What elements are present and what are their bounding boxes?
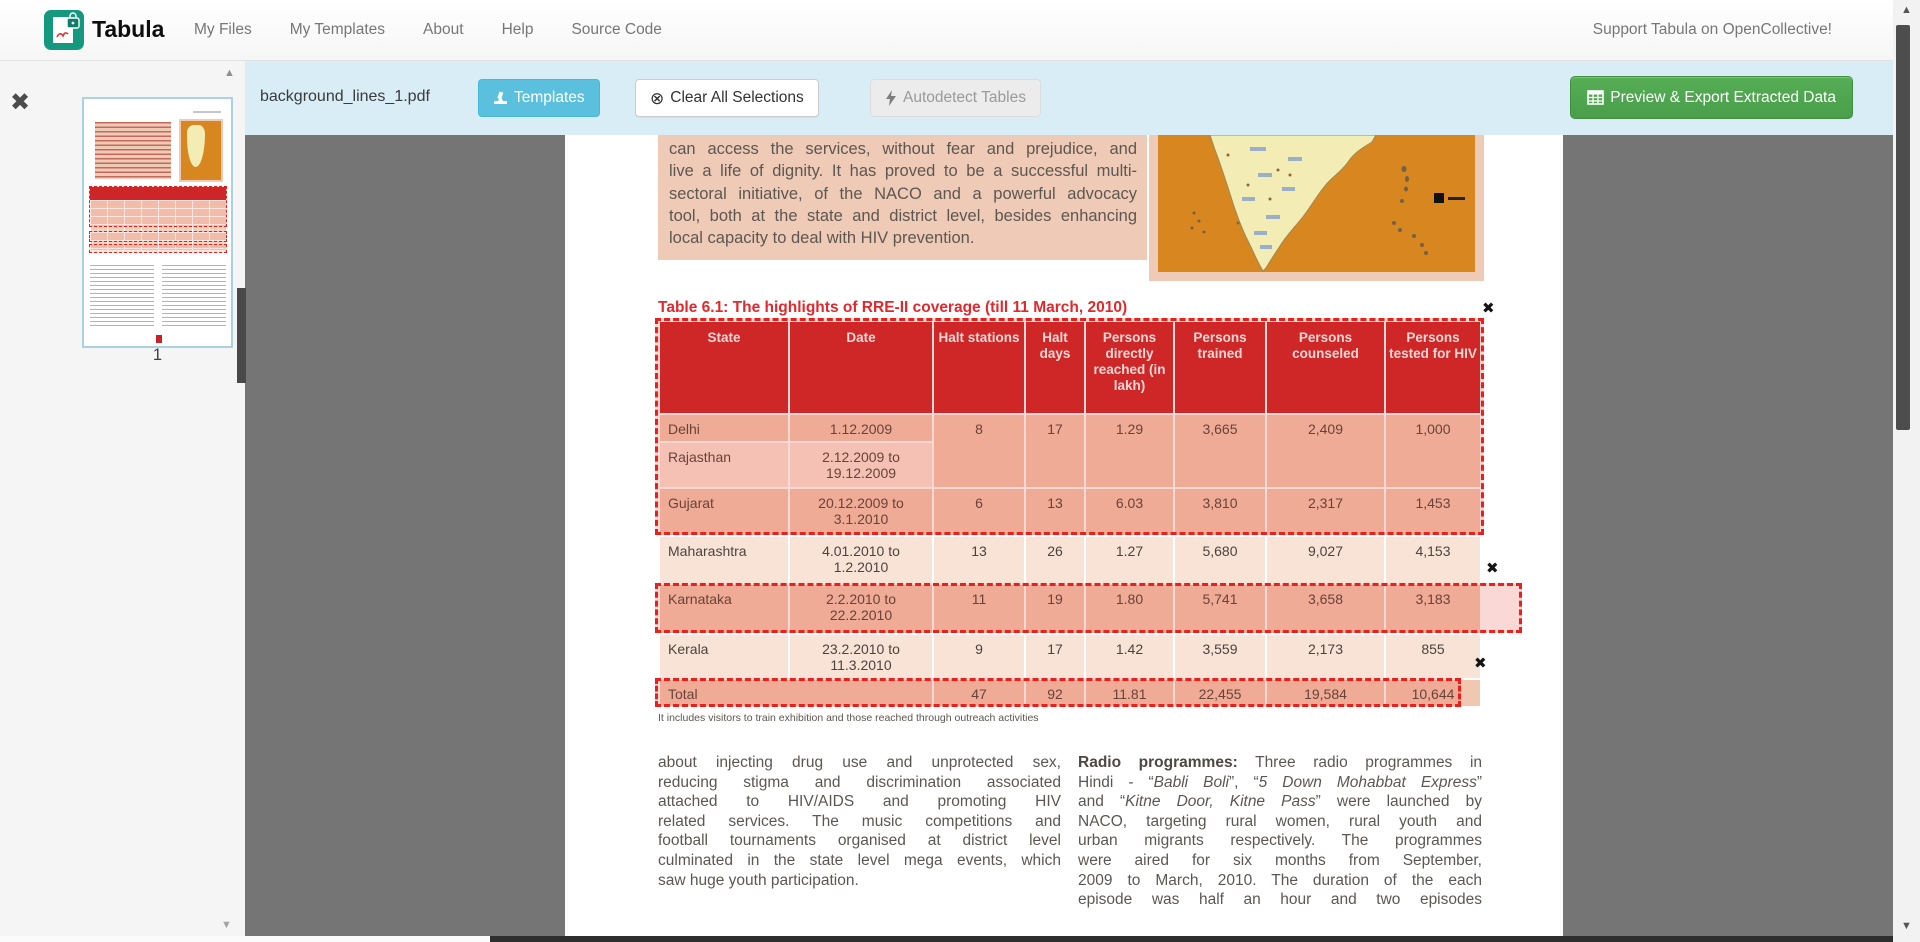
- text-segment: Hindi - “: [1078, 773, 1154, 791]
- column-header: Halt days: [1025, 321, 1085, 414]
- horizontal-scrollbar[interactable]: [0, 936, 1920, 942]
- close-page-icon[interactable]: ✖: [10, 89, 31, 116]
- cell: 1.12.2009: [789, 414, 933, 442]
- text-segment: Three radio programmes in: [1237, 754, 1483, 771]
- cell: Delhi: [659, 414, 789, 442]
- table-icon: [1587, 90, 1604, 105]
- intro-line: tool, both at the state and district level, besides enhancing: [669, 206, 1137, 225]
- column-header: Persons trained: [1174, 321, 1266, 414]
- cell: 11.81: [1085, 679, 1174, 707]
- nav-item-my-templates[interactable]: My Templates: [289, 21, 386, 38]
- thumb-selection-2: [89, 231, 227, 242]
- thumb-selection-3: [89, 244, 227, 253]
- tabula-logo-icon: [44, 10, 84, 50]
- remove-selection-3-icon[interactable]: ✖: [1474, 655, 1487, 672]
- selection-box-3[interactable]: [655, 678, 1461, 707]
- page-thumbnail[interactable]: [82, 97, 233, 348]
- text-line: culminated in the state level mega events, which: [658, 851, 1061, 869]
- nav-menu: [194, 0, 662, 60]
- navbar: [0, 0, 1920, 61]
- intro-line: can access the services, without fear and prejudice, and: [669, 140, 1137, 158]
- text-segment: Babli Boli: [1153, 773, 1229, 791]
- cell: 6: [933, 488, 1025, 536]
- templates-label: Templates: [514, 89, 585, 106]
- cell: 1.27: [1085, 536, 1174, 584]
- cell: 13: [933, 536, 1025, 584]
- cell: 8: [933, 414, 1025, 488]
- brand-title: Tabula: [92, 16, 165, 42]
- text-line: NACO, targeting rural women, rural youth and: [1078, 812, 1482, 830]
- column-header: Persons tested for HIV: [1385, 321, 1481, 414]
- clear-all-selections-button[interactable]: [635, 79, 819, 117]
- column-header: State: [659, 321, 789, 414]
- cell: 2,409: [1266, 414, 1385, 488]
- text-line: [1078, 773, 1482, 793]
- cell: Rajasthan: [659, 442, 789, 488]
- radio-programmes-lead: Radio programmes:: [1078, 754, 1238, 771]
- selection-box-1[interactable]: [655, 318, 1484, 535]
- thumb-figure: [92, 119, 223, 182]
- cell: 855: [1385, 634, 1481, 679]
- table-row: [659, 536, 1481, 584]
- nav-item-about[interactable]: About: [423, 21, 464, 38]
- text-segment: 5 Down Mohabbat Express: [1258, 773, 1477, 791]
- templates-button[interactable]: [478, 79, 600, 117]
- templates-icon: [493, 91, 508, 106]
- cell: 3,183: [1385, 584, 1481, 634]
- cell: 3,810: [1174, 488, 1266, 536]
- cell: 17: [1025, 414, 1085, 488]
- intro-line: sectoral initiative, of the NACO and a powerful advocacy: [669, 184, 1137, 203]
- vertical-scrollbar[interactable]: [1893, 0, 1920, 942]
- cell: 17: [1025, 634, 1085, 679]
- text-line: about injecting drug use and unprotected sex,: [658, 754, 1061, 771]
- selection-box-2[interactable]: [655, 583, 1522, 633]
- text-line: attached to HIV/AIDS and promoting HIV: [658, 793, 1061, 811]
- intro-line: live a life of dignity. It has proved to be a successful multi-: [669, 162, 1137, 181]
- cell: Kerala: [659, 634, 789, 679]
- cell: 1,453: [1385, 488, 1481, 536]
- cell: 20.12.2009 to 3.1.2010: [789, 488, 933, 536]
- cell: 26: [1025, 536, 1085, 584]
- cell: 2,317: [1266, 488, 1385, 536]
- cell: Karnataka: [659, 584, 789, 634]
- cell: 1.42: [1085, 634, 1174, 679]
- preview-export-label: Preview & Export Extracted Data: [1610, 88, 1836, 106]
- toolbar: [245, 61, 1893, 135]
- remove-selection-1-icon[interactable]: ✖: [1482, 300, 1495, 317]
- cell: 2,173: [1266, 634, 1385, 679]
- cell: 6.03: [1085, 488, 1174, 536]
- cell: 5,680: [1174, 536, 1266, 584]
- scroll-up-icon[interactable]: ▲: [1901, 4, 1912, 16]
- thumb-page-marker: [156, 335, 162, 343]
- cell: 3,665: [1174, 414, 1266, 488]
- thumbnail-sidebar: [0, 61, 245, 942]
- cell: Maharashtra: [659, 536, 789, 584]
- text-line: saw huge youth participation.: [658, 871, 859, 889]
- text-line: reducing stigma and discrimination associated: [658, 773, 1061, 791]
- text-segment: ”, “: [1228, 773, 1259, 791]
- cell: 4.01.2010 to 1.2.2010: [789, 536, 933, 584]
- intro-paragraph: [658, 135, 1147, 260]
- column-header: Persons directly reached (in lakh): [1085, 321, 1174, 414]
- left-text-column: [658, 753, 1061, 890]
- india-map: [1158, 135, 1475, 272]
- sidebar-scroll-up-icon[interactable]: ▲: [224, 67, 235, 79]
- text-line: football tournaments organised at district level: [658, 832, 1061, 850]
- table-row: [659, 634, 1481, 679]
- text-line: were aired for six months from September,: [1078, 851, 1482, 869]
- support-link[interactable]: Support Tabula on OpenCollective!: [1592, 21, 1832, 38]
- map-legend-swatch: [1434, 193, 1444, 203]
- india-map-figure: [1149, 135, 1484, 281]
- cell: 2.2.2010 to 22.2.2010: [789, 584, 933, 634]
- cell: 9: [933, 634, 1025, 679]
- text-segment: Kitne Door, Kitne Pass: [1125, 793, 1316, 811]
- table-footnote: It includes visitors to train exhibition and those reached through outreach activities: [658, 712, 1039, 724]
- thumb-text-columns: [90, 265, 226, 327]
- column-header: Halt stations: [933, 321, 1025, 414]
- cell: 1,000: [1385, 414, 1481, 488]
- cell: 22,455: [1174, 679, 1266, 707]
- text-segment: ”: [1476, 773, 1482, 791]
- preview-export-button[interactable]: [1570, 76, 1853, 119]
- text-line: urban migrants respectively. The programmes: [1078, 832, 1482, 850]
- text-line: related services. The music competitions and: [658, 812, 1061, 830]
- pdf-viewport: [245, 135, 1893, 936]
- thumb-header-line: [193, 111, 221, 113]
- sidebar-scrollbar-thumb[interactable]: [237, 288, 246, 383]
- nav-item-my-files[interactable]: My Files: [194, 21, 252, 38]
- cell: 1.29: [1085, 414, 1174, 488]
- sidebar-scroll-down-icon[interactable]: ▼: [221, 919, 232, 931]
- cell: 23.2.2010 to 11.3.2010: [789, 634, 933, 679]
- cell: 47: [933, 679, 1025, 707]
- table-title: Table 6.1: The highlights of RRE-II coverage (till 11 March, 2010): [658, 299, 1128, 316]
- text-line: [1078, 792, 1482, 812]
- scroll-down-icon[interactable]: ▼: [1901, 920, 1912, 932]
- cell: 3,559: [1174, 634, 1266, 679]
- nav-item-source-code[interactable]: Source Code: [571, 21, 662, 38]
- cell: 1.80: [1085, 584, 1174, 634]
- text-line: [1078, 753, 1482, 773]
- text-segment: ” were launched by: [1315, 793, 1482, 811]
- cell: 9,027: [1266, 536, 1385, 584]
- column-header: Persons counseled: [1266, 321, 1385, 414]
- cell: 4,153: [1385, 536, 1481, 584]
- cell: Gujarat: [659, 488, 789, 536]
- vertical-scrollbar-thumb[interactable]: [1896, 25, 1910, 430]
- lightning-icon: [885, 90, 897, 106]
- autodetect-tables-button[interactable]: [870, 79, 1041, 117]
- text-line: episode was half an hour and two episodes: [1078, 891, 1482, 909]
- clear-selections-icon: ⊗: [650, 88, 665, 108]
- thumb-selection-1: [89, 186, 227, 227]
- cell: Total: [659, 679, 933, 707]
- cell: 13: [1025, 488, 1085, 536]
- remove-selection-2-icon[interactable]: ✖: [1486, 560, 1499, 577]
- column-header: Date: [789, 321, 933, 414]
- cell: 19: [1025, 584, 1085, 634]
- clear-selections-label: Clear All Selections: [670, 89, 804, 106]
- cell: 11: [933, 584, 1025, 634]
- thumb-paragraph-block: [92, 119, 174, 182]
- right-text-column: [1078, 753, 1482, 910]
- horizontal-scrollbar-thumb[interactable]: [490, 936, 1920, 942]
- intro-line: local capacity to deal with HIV prevention.: [669, 229, 975, 248]
- cell: 2.12.2009 to 19.12.2009: [789, 442, 933, 488]
- cell: 10,644: [1385, 679, 1481, 707]
- pdf-filename: background_lines_1.pdf: [260, 88, 430, 105]
- cell: 5,741: [1174, 584, 1266, 634]
- cell: 19,584: [1266, 679, 1385, 707]
- autodetect-label: Autodetect Tables: [903, 89, 1026, 106]
- text-segment: and “: [1078, 793, 1126, 811]
- thumb-map-block: [179, 119, 223, 182]
- nav-item-help[interactable]: Help: [501, 21, 534, 38]
- text-line: 2009 to March, 2010. The duration of the each: [1078, 871, 1482, 889]
- cell: 3,658: [1266, 584, 1385, 634]
- thumb-table: [90, 187, 226, 254]
- cell: 92: [1025, 679, 1085, 707]
- thumbnail-page-number: 1: [152, 346, 163, 364]
- pdf-page[interactable]: [565, 135, 1563, 936]
